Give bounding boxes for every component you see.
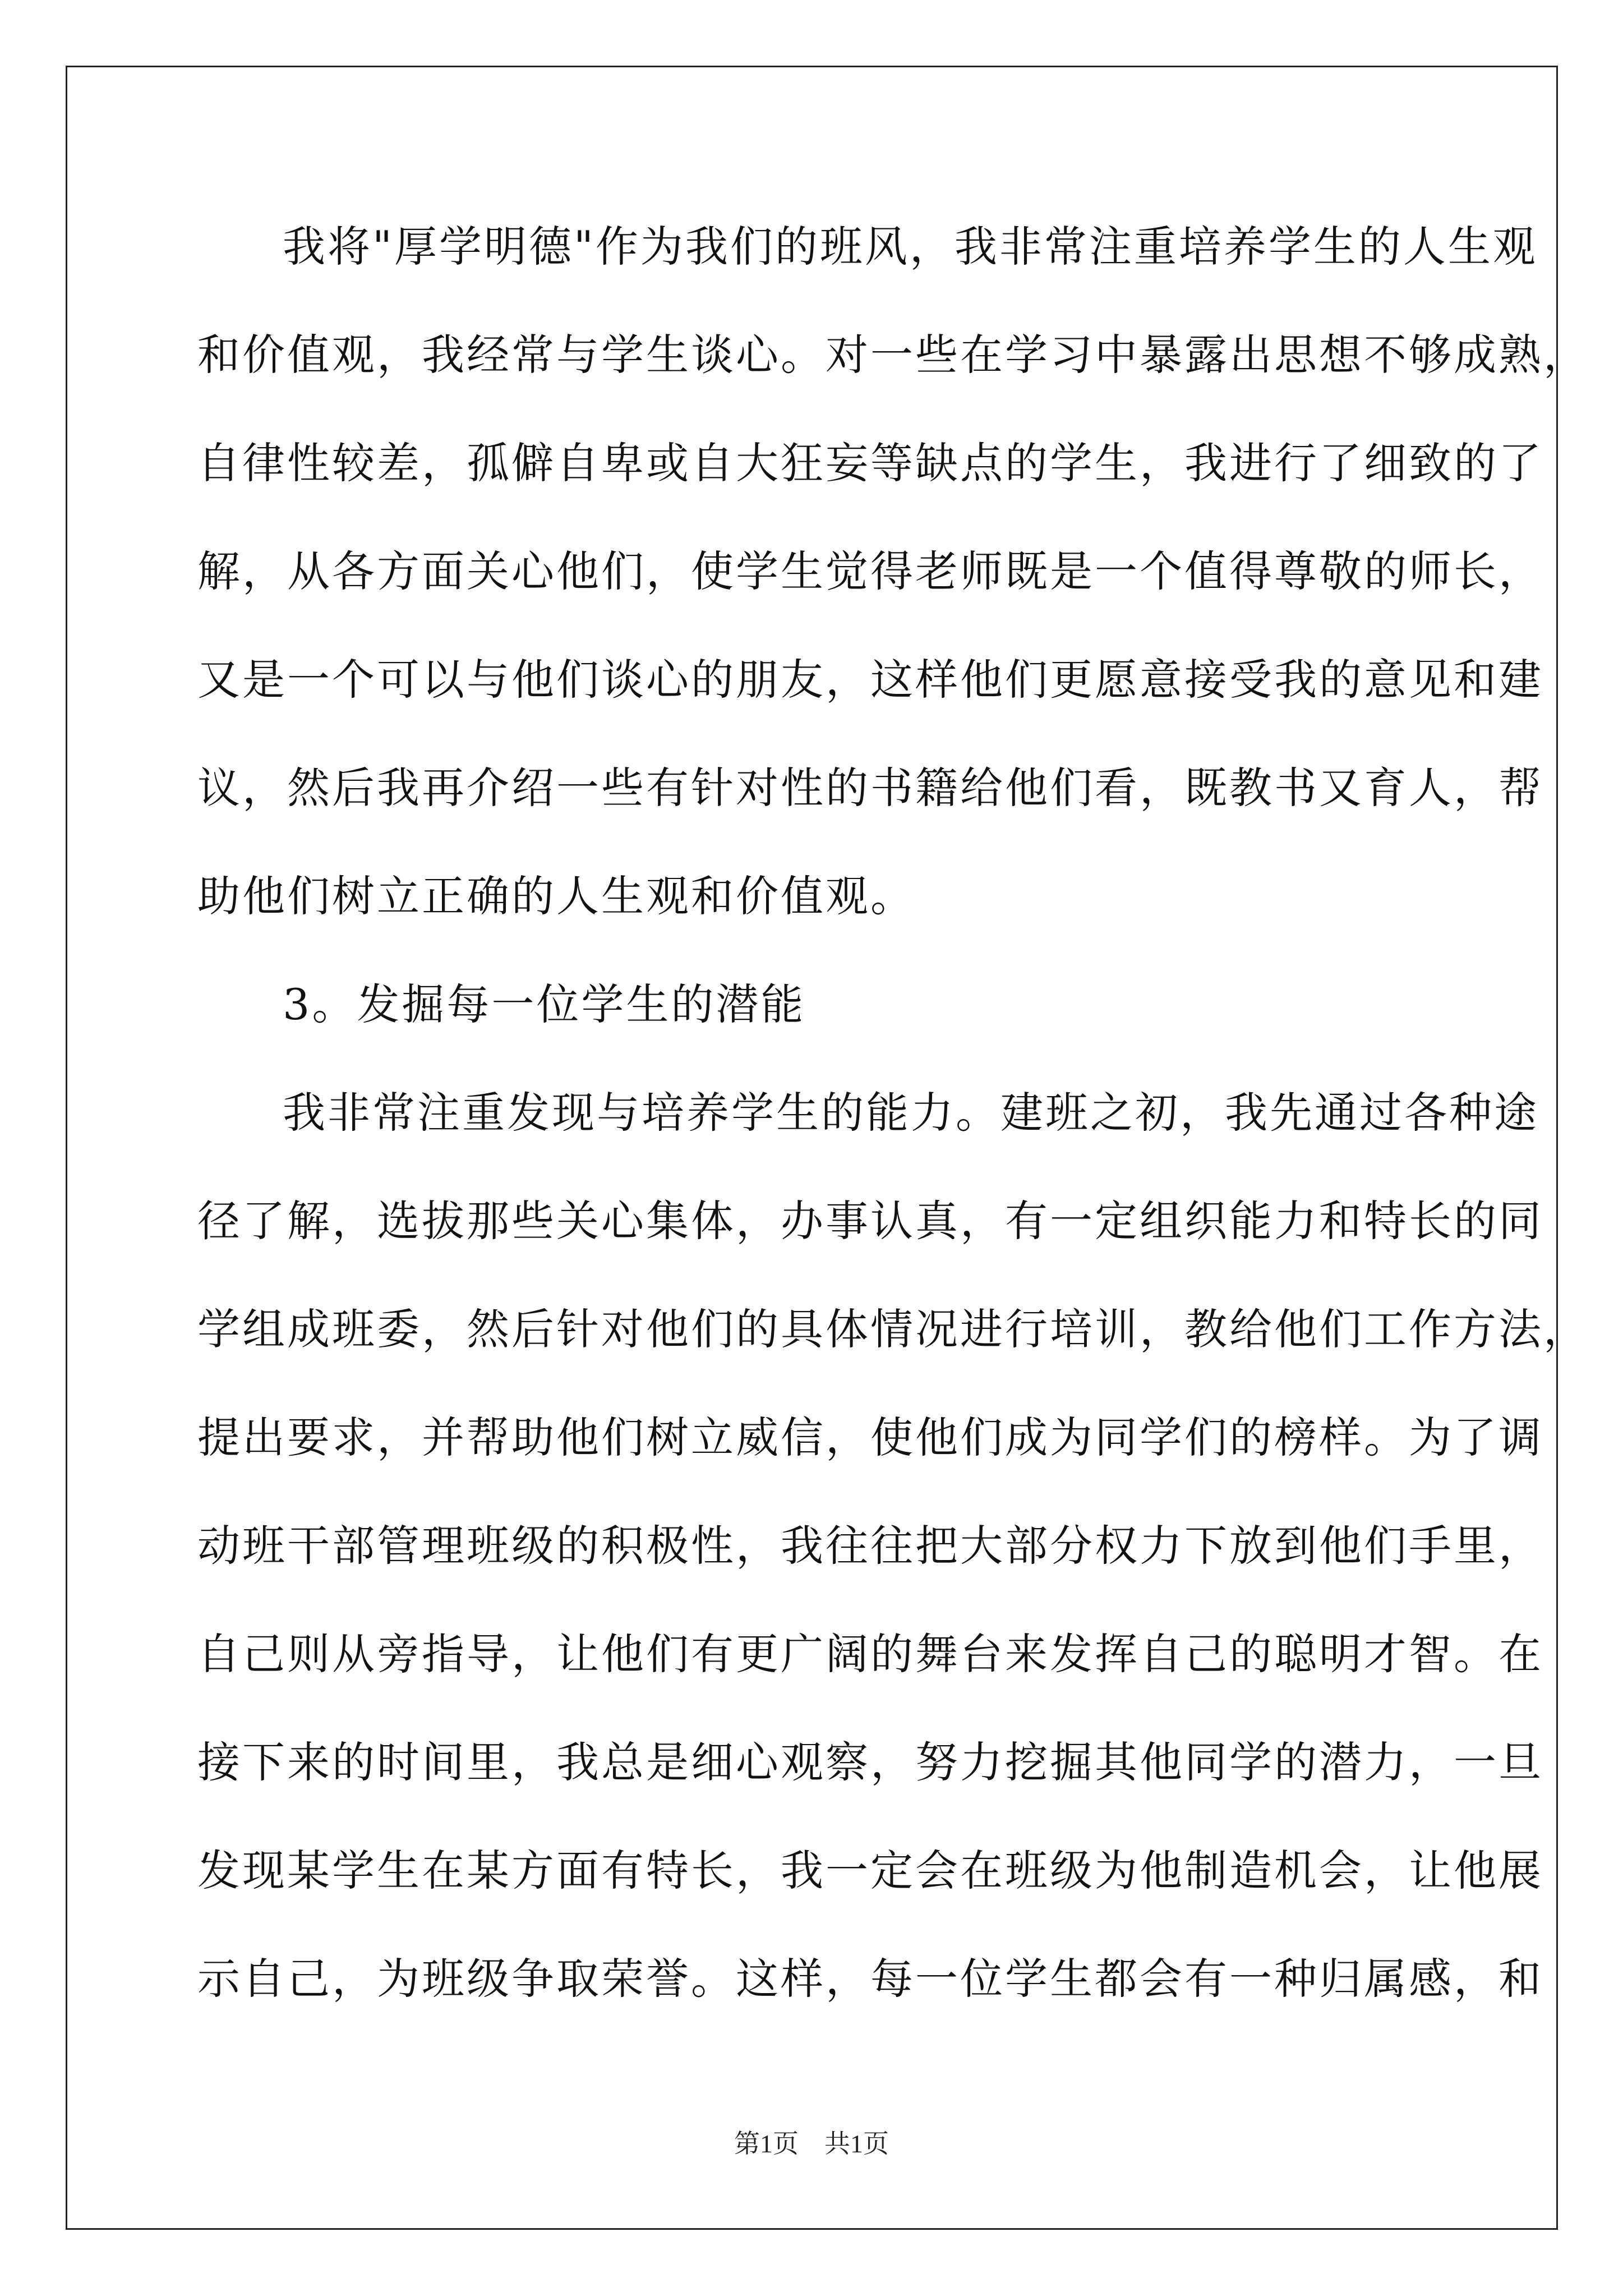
paragraph-line: 学组成班委，然后针对他们的具体情况进行培训，教给他们工作方法， — [197, 1304, 1588, 1354]
paragraph-line: 示自己，为班级争取荣誉。这样，每一位学生都会有一种归属感，和 — [197, 1954, 1543, 2004]
paragraph-line: 自己则从旁指导，让他们有更广阔的舞台来发挥自己的聪明才智。在 — [197, 1629, 1543, 1679]
paragraph-line: 我非常注重发现与培养学生的能力。建班之初，我先通过各种途 — [283, 1088, 1539, 1138]
page-border — [66, 66, 1588, 2230]
paragraph-line: 议，然后我再介绍一些有针对性的书籍给他们看，既教书又育人，帮 — [197, 763, 1543, 813]
paragraph-line: 我将"厚学明德"作为我们的班风，我非常注重培养学生的人生观 — [283, 222, 1538, 272]
paragraph-line: 助他们树立正确的人生观和价值观。 — [197, 871, 915, 921]
paragraph-line: 又是一个可以与他们谈心的朋友，这样他们更愿意接受我的意见和建 — [197, 655, 1543, 705]
paragraph-line: 接下来的时间里，我总是细心观察，努力挖掘其他同学的潜力，一旦 — [197, 1737, 1543, 1787]
paragraph-line: 和价值观，我经常与学生谈心。对一些在学习中暴露出思想不够成熟， — [197, 330, 1588, 380]
paragraph-line: 自律性较差，孤僻自卑或自大狂妄等缺点的学生，我进行了细致的了 — [197, 438, 1543, 488]
paragraph-line: 动班干部管理班级的积极性，我往往把大部分权力下放到他们手里， — [197, 1521, 1543, 1571]
paragraph-line: 发现某学生在某方面有特长，我一定会在班级为他制造机会，让他展 — [197, 1846, 1543, 1895]
paragraph-line: 径了解，选拔那些关心集体，办事认真，有一定组织能力和特长的同 — [197, 1196, 1543, 1246]
paragraph-line: 提出要求，并帮助他们树立威信，使他们成为同学们的榜样。为了调 — [197, 1412, 1543, 1462]
paragraph-line: 解，从各方面关心他们，使学生觉得老师既是一个值得尊敬的师长， — [197, 546, 1543, 596]
page-footer: 第1页 共1页 — [734, 2129, 889, 2158]
section-heading: 3。发掘每一位学生的潜能 — [283, 979, 806, 1029]
